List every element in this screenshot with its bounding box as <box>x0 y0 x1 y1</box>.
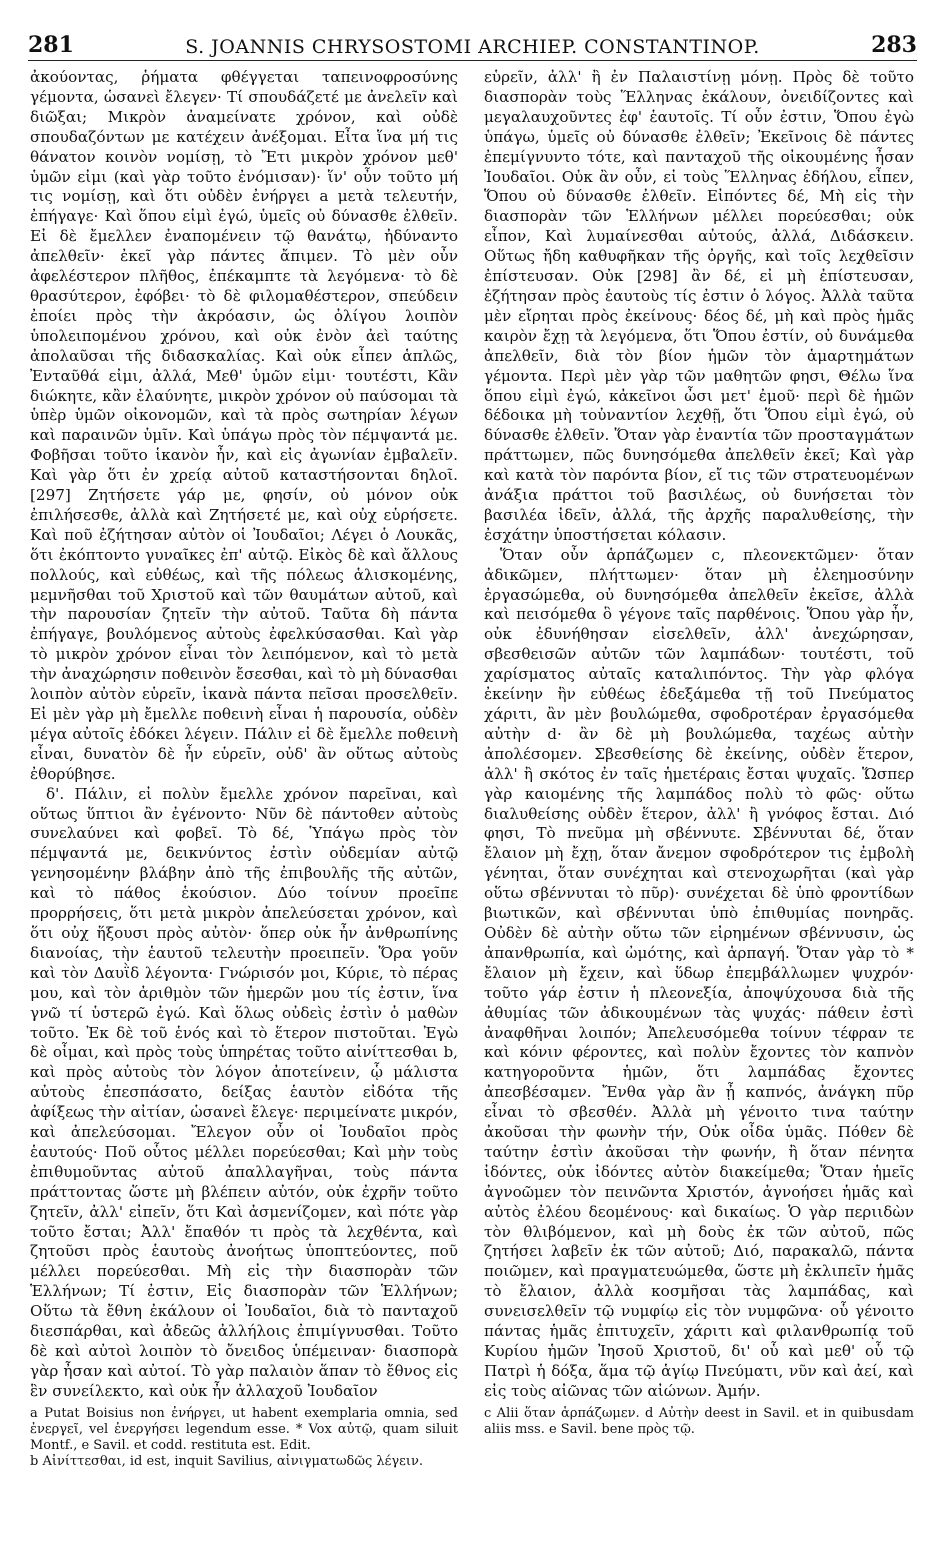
running-title: S. JOANNIS CHRYSOSTOMI ARCHIEP. CONSTANTINOP. <box>185 36 760 58</box>
header-rule <box>28 60 917 61</box>
page-number-left: 281 <box>28 32 74 58</box>
footnote-b: b Αἰνίττεσθαι, id est, inquit Savilius, αἰνιγματωδῶς λέγειν. <box>30 1453 424 1469</box>
page-number-right: 283 <box>871 32 917 58</box>
right-footnotes <box>484 1406 914 1438</box>
footnote-a: a Putat Boisius non ἐνήργει, ut habent exemplaria omnia, sed ἐνεργεῖ, vel ἐνεργήσει legendum esse. * Vox αὐτῷ, quam siluit Montf., e Savil. et codd. restituta est. Edit. <box>30 1405 458 1453</box>
left-paragraph-1: ἀκούοντας, ῥήματα φθέγγεται ταπεινοφροσύνης γέμοντα, ὡσανεὶ ἔλεγεν· Τί σπουδάζετέ με ἀνελεῖν καὶ διῶξαι; Μικρὸν ἀναμείνατε χρόνον, καὶ οὐδὲ σπουδαζόντων με κατέχειν ἀνέξομαι. Εἶτα ἵνα μή τις θάνατον κοινὸν νομίσῃ, τὸ Ἔτι μικρὸν χρόνον μεθ' ὑμῶν εἰμι (καὶ γὰρ τοῦτο ἐνόμισαν)· ἵν' οὖν τοῦτο μή τις νομίσῃ, καὶ ὅτι οὐδὲν ἐνήργει a μετὰ τελευτήν, ἐπήγαγε· Καὶ ὅπου εἰμὶ ἐγώ, ὑμεῖς οὐ δύνασθε ἐλθεῖν. Εἰ δὲ ἔμελλεν ἐναπομένειν τῷ θανάτῳ, ἠδύναντο ἀπελθεῖν· ἐκεῖ γὰρ πάντες ἄπιμεν. Τὸ μὲν οὖν ἀφελέστερον πλῆθος, ἐπέκαμπτε τὰ λεγόμενα· τὸ δὲ θρασύτερον, ἐφόβει· τὸ δὲ φιλομαθέστερον, σπεύδειν ἐποίει πρὸς τὴν ἀκρόασιν, ὡς ὀλίγου λοιπὸν ὑπολειπομένου χρόνου, καὶ οὐκ ἐνὸν ἀεὶ ταύτης ἀπολαῦσαι τῆς διδασκαλίας. Καὶ οὐκ εἶπεν ἁπλῶς, Ἐνταῦθά εἰμι, ἀλλά, Μεθ' ὑμῶν εἰμι· τουτέστι, Κἂν διώκητε, κἂν ἐλαύνητε, μικρὸν χρόνον οὐ παύσομαι τὰ ὑπὲρ ὑμῶν οἰκονομῶν, καὶ τὰ πρὸς σωτηρίαν λέγων καὶ παραινῶν ὑμῖν. Καὶ ὑπάγω πρὸς τὸν πέμψαντά με. Φοβῆσαι τοῦτο ἱκανὸν ἦν, καὶ εἰς ἀγωνίαν ἐμβαλεῖν. Καὶ γὰρ ὅτι ἐν χρείᾳ αὐτοῦ καταστήσονται δηλοῖ. [297] Ζητήσετε γάρ με, φησίν, οὐ μόνον οὐκ ἐπιλήσεσθε, ἀλλὰ καὶ Ζητήσετέ με, καὶ οὐχ εὑρήσετε. Καὶ ποῦ ἐζήτησαν αὐτὸν οἱ Ἰουδαῖοι; Λέγει ὁ Λουκᾶς, ὅτι ἐκόπτοντο γυναῖκες ἐπ' αὐτῷ. Εἰκὸς δὲ καὶ ἄλλους πολλούς, καὶ εὐθέως, καὶ τῆς πόλεως ἁλισκομένης, μεμνῆσθαι τοῦ Χριστοῦ καὶ τῶν θαυμάτων αὐτοῦ, καὶ τὴν παρουσίαν ζητεῖν τὴν αὐτοῦ. Ταῦτα δὴ πάντα ἐπήγαγε, βουλόμενος αὐτοὺς ἐφελκύσασθαι. Καὶ γὰρ τὸ μικρὸν χρόνον εἶναι τὸν λειπόμενον, καὶ τὸ μετὰ τὴν ἀναχώρησιν ποθεινὸν ἔσεσθαι, καὶ τὸ μὴ δύνασθαι λοιπὸν αὐτὸν εὑρεῖν, ἱκανὰ πάντα πεῖσαι προσελθεῖν. Εἰ μὲν γὰρ μὴ ἔμελλε ποθεινὴ εἶναι ἡ παρουσία, οὐδὲν μέγα αὐτοῖς ἐδόκει λέγειν. Πάλιν εἰ δὲ ἔμελλε ποθεινὴ εἶναι, δυνατὸν δὲ ἦν εὑρεῖν, οὐδ' ἂν οὕτως αὐτοὺς ἐθορύβησε. <box>30 68 458 783</box>
right-column <box>484 68 914 1438</box>
right-paragraph-1: εὑρεῖν, ἀλλ' ἢ ἐν Παλαιστίνῃ μόνῃ. Πρὸς δὲ τοῦτο διασπορὰν τοὺς Ἕλληνας ἐκάλουν, ὀνειδίζοντες καὶ μεγαλαυχοῦντες ἐφ' ἑαυτοῖς. Τί οὖν ἐστιν, Ὅπου ἐγὼ ὑπάγω, ὑμεῖς οὐ δύνασθε ἐλθεῖν; Ἐκεῖνοις δὲ πάντες ἐπεμίγνυντο τότε, καὶ πανταχοῦ τῆς οἰκουμένης ἦσαν Ἰουδαῖοι. Οὐκ ἂν οὖν, εἰ τοὺς Ἕλληνας ἐδήλου, εἶπεν, Ὅπου οὐ δύνασθε ἐλθεῖν. Εἰπόντες δέ, Μὴ εἰς τὴν διασπορὰν τῶν Ἑλλήνων μέλλει πορεύεσθαι; οὐκ εἶπον, Καὶ λυμαίνεσθαι αὐτούς, ἀλλά, Διδάσκειν. Οὕτως ἤδη καθυφῆκαν τῆς ὀργῆς, καὶ τοῖς λεχθεῖσιν ἐπίστευσαν. Οὐκ [298] ἂν δέ, εἰ μὴ ἐπίστευσαν, ἐζήτησαν πρὸς ἑαυτοὺς τίς ἐστιν ὁ λόγος. Ἀλλὰ ταῦτα μὲν εἴρηται πρὸς ἐκείνους· δέος δέ, μὴ καὶ πρὸς ἡμᾶς καιρὸν ἔχῃ τὰ λεγόμενα, ὅτι Ὅπου ἐστίν, οὐ δυνάμεθα ἀπελθεῖν, διὰ τὸν βίον ἡμῶν τὸν ἁμαρτημάτων γέμοντα. Περὶ μὲν γὰρ τῶν μαθητῶν φησι, Θέλω ἵνα ὅπου εἰμὶ ἐγώ, κἀκεῖνοι ὦσι μετ' ἐμοῦ· περὶ δὲ ἡμῶν δέδοικα μὴ τοὐναντίον λεχθῇ, ὅτι Ὅπου εἰμὶ ἐγώ, οὐ δύνασθε ἐλθεῖν. Ὅταν γὰρ ἐναντία τῶν προσταγμάτων πράττωμεν, πῶς δυνησόμεθα ἀπελθεῖν ἐκεῖ; Καὶ γὰρ καὶ κατὰ τὸν παρόντα βίον, εἴ τις τῶν στρατευομένων ἀνάξια πράττοι τοῦ βασιλέως, οὐ δυνήσεται τὸν βασιλέα ἰδεῖν, ἀλλά, τῆς ἀρχῆς παραλυθείσης, τὴν ἐσχάτην ὑποστήσεται κόλασιν. <box>484 68 914 544</box>
right-paragraph-2: Ὅταν οὖν ἁρπάζωμεν c, πλεονεκτῶμεν· ὅταν ἀδικῶμεν, πλήττωμεν· ὅταν μὴ ἐλεημοσύνην ἐργασώμεθα, οὐ δυνησόμεθα ἀπελθεῖν ἐκεῖσε, ἀλλὰ καὶ πεισόμεθα ὃ γέγονε ταῖς παρθένοις. Ὅπου γὰρ ἦν, οὐκ ἐδυνήθησαν εἰσελθεῖν, ἀλλ' ἀνεχώρησαν, σβεσθεισῶν αὐτῶν τῶν λαμπάδων· τουτέστι, τοῦ χαρίσματος αὐταῖς καταλιπόντος. Τὴν γὰρ φλόγα ἐκείνην ἣν εὐθέως ἐδεξάμεθα τῇ τοῦ Πνεύματος χάριτι, ἂν μὲν βουλώμεθα, σφοδροτέραν ἐργασόμεθα αὐτὴν d· ἂν δὲ μὴ βουλώμεθα, ταχέως αὐτὴν ἀπολέσομεν. Σβεσθείσης δὲ ἐκείνης, οὐδὲν ἕτερον, ἀλλ' ἢ σκότος ἐν ταῖς ἡμετέραις ἔσται ψυχαῖς. Ὥσπερ γὰρ καιομένης τῆς λαμπάδος πολὺ τὸ φῶς· οὕτω διαλυθείσης οὐδὲν ἕτερον, ἀλλ' ἢ γνόφος ἔσται. Διό φησι, Τὸ πνεῦμα μὴ σβέννυτε. Σβέννυται δέ, ὅταν ἔλαιον μὴ ἔχῃ, ὅταν ἄνεμον σφοδρότερον τις ἐμβολὴ γένηται, ὅταν συνέχηται καὶ στενοχωρῆται (καὶ γὰρ οὕτω σβέννυται τὸ πῦρ)· συνέχεται δὲ ὑπὸ φροντίδων βιωτικῶν, καὶ σβέννυται ὑπὸ ἐπιθυμίας πονηρᾶς. Οὐδὲν δὲ αὐτὴν οὕτω τῶν εἰρημένων σβέννυσιν, ὡς ἀπανθρωπία, καὶ ὠμότης, καὶ ἁρπαγή. Ὅταν γὰρ τὸ * ἔλαιον μὴ ἔχειν, καὶ ὕδωρ ἐπεμβάλλωμεν ψυχρόν· τοῦτο γάρ ἐστιν ἡ πλεονεξία, ἀποψύχουσα διὰ τῆς ἀθυμίας τῶν ἀδικουμένων τὰς ψυχάς· πάθειν ἐστὶ ἀναφθῆναι λοιπόν; Ἀπελευσόμεθα τοίνυν τέφραν τε καὶ κόνιν φέροντες, καὶ πολὺν ἔχοντες τὸν καπνὸν κατηγοροῦντα ἡμῶν, ὅτι λαμπάδας ἔχοντες ἀπεσβέσαμεν. Ἔνθα γὰρ ἂν ᾖ καπνός, ἀνάγκη πῦρ εἶναι τὸ σβεσθέν. Ἀλλὰ μὴ γένοιτο τινα ταύτην ἀκοῦσαι τὴν φωνὴν τήν, Οὐκ οἶδα ὑμᾶς. Πόθεν δὲ ταύτην ἐστὶν ἀκοῦσαι τὴν φωνήν, ἢ ὅταν πένητα ἰδόντες, οὐκ ἰδόντες αὐτὸν διακείμεθα; Ὅταν ἡμεῖς ἀγνοῶμεν τὸν πεινῶντα Χριστόν, ἀγνοήσει ἡμᾶς καὶ αὐτὸς ἐλέου δεομένους· καὶ δικαίως. Ὁ γὰρ περιιδὼν τὸν θλιβόμενον, καὶ μὴ δοὺς ἐκ τῶν αὐτοῦ, πῶς ζητήσει λαβεῖν ἐκ τῶν αὐτοῦ; Διό, παρακαλῶ, πάντα ποιῶμεν, καὶ πραγματευώμεθα, ὥστε μὴ ἐκλιπεῖν ἡμᾶς τὸ ἔλαιον, ἀλλὰ κοσμῆσαι τὰς λαμπάδας, καὶ συνεισελθεῖν τῷ νυμφίῳ εἰς τὸν νυμφῶνα· οὗ γένοιτο πάντας ἡμᾶς ἐπιτυχεῖν, χάριτι καὶ φιλανθρωπίᾳ τοῦ Κυρίου ἡμῶν Ἰησοῦ Χριστοῦ, δι' οὗ καὶ μεθ' οὗ τῷ Πατρὶ ἡ δόξα, ἅμα τῷ ἁγίῳ Πνεύματι, νῦν καὶ ἀεί, καὶ εἰς τοὺς αἰῶνας τῶν αἰώνων. Ἀμήν. <box>484 545 914 1400</box>
left-paragraph-2: δ'. Πάλιν, εἰ πολὺν ἔμελλε χρόνον παρεῖναι, καὶ οὕτως ὕπτιοι ἂν ἐγένοντο· Νῦν δὲ πάντοθεν αὐτοὺς συνελαύνει καὶ φοβεῖ. Τὸ δέ, Ὑπάγω πρὸς τὸν πέμψαντά με, δεικνύντος ἐστὶν οὐδεμίαν αὐτῷ γενησομένην βλάβην ἀπὸ τῆς ἐπιβουλῆς τῆς αὐτῶν, καὶ τὸ πάθος ἑκούσιον. Δύο τοίνυν προεῖπε προρρήσεις, ὅτι μετὰ μικρὸν ἀπελεύσεται χρόνον, καὶ ὅτι οὐχ ἥξουσι πρὸς αὐτὸν· ὅπερ οὐκ ἦν ἀνθρωπίνης διανοίας, τὴν ἑαυτοῦ τελευτὴν προειπεῖν. Ὅρα γοῦν καὶ τὸν Δαυῒδ λέγοντα· Γνώρισόν μοι, Κύριε, τὸ πέρας μου, καὶ τὸν ἀριθμὸν τῶν ἡμερῶν μου τίς ἐστιν, ἵνα γνῶ τί ὑστερῶ ἐγώ. Καὶ ὅλως οὐδεὶς ἐστὶν ὁ μαθὼν τοῦτο. Ἐκ δὲ τοῦ ἑνός καὶ τὸ ἕτερον πιστοῦται. Ἐγὼ δὲ οἶμαι, καὶ πρὸς τοὺς ὑπηρέτας τοῦτο αἰνίττεσθαι b, καὶ πρὸς αὐτοὺς τὸν λόγον ἀποτείνειν, ᾧ μάλιστα αὐτοὺς ἐπεσπάσατο, δείξας ἑαυτὸν εἰδότα τῆς ἀφίξεως τὴν αἰτίαν, ὡσανεὶ ἔλεγε· περιμείνατε μικρόν, καὶ ἀπελεύσομαι. Ἔλεγον οὖν οἱ Ἰουδαῖοι πρὸς ἑαυτούς· Ποῦ οὗτος μέλλει πορεύεσθαι; Καὶ μὴν τοὺς ἐπιθυμοῦντας αὐτοῦ ἀπαλλαγῆναι, τοὺς πάντα πράττοντας ὥστε μὴ βλέπειν αὐτόν, οὐκ ἐχρῆν τοῦτο ζητεῖν, ἀλλ' εἰπεῖν, ὅτι Καὶ ἀσμενίζομεν, καὶ πότε γὰρ τοῦτο ἔσται; Ἀλλ' ἔπαθόν τι πρὸς τὰ λεχθέντα, καὶ ζητοῦσι πρὸς ἑαυτοὺς ἀνοήτως ὑποπτεύοντες, ποῦ μέλλει πορεύεσθαι. Μὴ εἰς τὴν διασπορὰν τῶν Ἑλλήνων; Τί ἐστιν, Εἰς διασπορὰν τῶν Ἑλλήνων; Οὕτω τὰ ἔθνη ἐκάλουν οἱ Ἰουδαῖοι, διὰ τὸ πανταχοῦ διεσπάρθαι, καὶ ἀδεῶς ἀλλήλοις ἐπιμίγνυσθαι. Τοῦτο δὲ καὶ αὐτοὶ λοιπὸν τὸ ὄνειδος ὑπέμειναν· διασπορὰ γὰρ ἦσαν καὶ αὐτοί. Τὸ γὰρ παλαιὸν ἅπαν τὸ ἔθνος εἰς ἓν συνείλεκτο, καὶ οὐκ ἦν ἀλλαχοῦ Ἰουδαῖον <box>30 784 458 1400</box>
left-footnotes <box>30 1406 458 1470</box>
page-header <box>28 20 917 60</box>
left-column <box>30 68 458 1470</box>
footnote-c-d-e: c Alii ὅταν ἁρπάζωμεν. d Αὐτὴν deest in Savil. et in quibusdam aliis mss. e Savil. bene πρὸς τῷ. <box>484 1405 914 1437</box>
